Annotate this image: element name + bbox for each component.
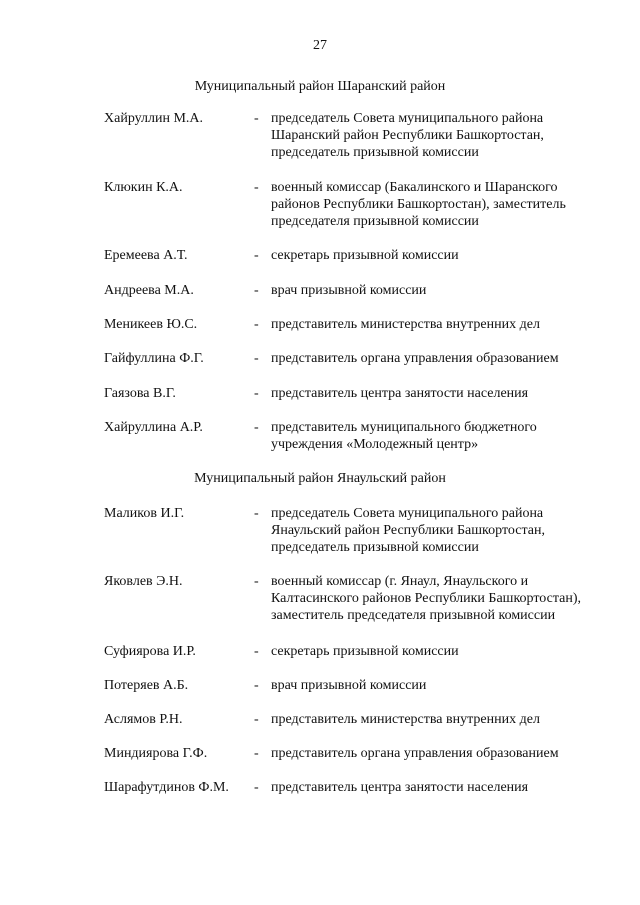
role-line: учреждения «Молодежный центр» xyxy=(271,437,479,452)
member-role xyxy=(271,110,601,161)
member-name: Маликов И.Г. xyxy=(104,506,185,521)
member-role xyxy=(271,711,601,728)
section-title-yanaulsky: Муниципальный район Янаульский район xyxy=(194,471,446,486)
member-role xyxy=(271,282,601,299)
member-name: Яковлев Э.Н. xyxy=(104,574,183,589)
dash-separator: - xyxy=(254,283,259,298)
member-role xyxy=(271,677,601,694)
member-role xyxy=(271,350,601,367)
member-name: Потеряев А.Б. xyxy=(104,678,189,693)
role-line: председатель Совета муниципального района xyxy=(271,506,544,521)
member-role xyxy=(271,745,601,762)
member-name: Хайруллин М.А. xyxy=(104,111,204,126)
role-line: председатель призывной комиссии xyxy=(271,540,479,555)
dash-separator: - xyxy=(254,111,259,126)
dash-separator: - xyxy=(254,351,259,366)
dash-separator: - xyxy=(254,780,259,795)
role-line: районов Республики Башкортостан), заместитель xyxy=(271,197,566,212)
member-role xyxy=(271,573,601,624)
member-name: Миндиярова Г.Ф. xyxy=(104,746,208,761)
role-line: представитель министерства внутренних дел xyxy=(271,712,540,727)
dash-separator: - xyxy=(254,574,259,589)
role-line: Шаранский район Республики Башкортостан, xyxy=(271,128,544,143)
member-name: Суфиярова И.Р. xyxy=(104,644,196,659)
role-line: врач призывной комиссии xyxy=(271,678,427,693)
member-name: Еремеева А.Т. xyxy=(104,248,188,263)
member-role xyxy=(271,643,601,660)
member-name: Шарафутдинов Ф.М. xyxy=(104,780,229,795)
dash-separator: - xyxy=(254,678,259,693)
role-line: представитель министерства внутренних дел xyxy=(271,317,540,332)
member-name: Андреева М.А. xyxy=(104,283,194,298)
member-role xyxy=(271,316,601,333)
role-line: секретарь призывной комиссии xyxy=(271,644,459,659)
role-line: представитель органа управления образованием xyxy=(271,351,559,366)
role-line: врач призывной комиссии xyxy=(271,283,427,298)
role-line: Калтасинского районов Республики Башкортостан), xyxy=(271,591,582,606)
page-number: 27 xyxy=(313,38,327,53)
member-role xyxy=(271,779,601,796)
role-line: Янаульский район Республики Башкортостан, xyxy=(271,523,545,538)
role-line: представитель муниципального бюджетного xyxy=(271,420,537,435)
role-line: секретарь призывной комиссии xyxy=(271,248,459,263)
member-name: Гаязова В.Г. xyxy=(104,386,176,401)
member-role xyxy=(271,247,601,264)
member-role xyxy=(271,179,601,230)
role-line: военный комиссар (Бакалинского и Шаранского xyxy=(271,180,558,195)
section-title-sharansky: Муниципальный район Шаранский район xyxy=(194,79,446,94)
member-role xyxy=(271,505,601,556)
member-name: Меникеев Ю.С. xyxy=(104,317,198,332)
member-name: Хайруллина А.Р. xyxy=(104,420,203,435)
role-line: военный комиссар (г. Янаул, Янаульского и xyxy=(271,574,529,589)
dash-separator: - xyxy=(254,712,259,727)
role-line: заместитель председателя призывной комиссии xyxy=(271,608,556,623)
role-line: представитель центра занятости населения xyxy=(271,780,529,795)
dash-separator: - xyxy=(254,644,259,659)
dash-separator: - xyxy=(254,506,259,521)
dash-separator: - xyxy=(254,420,259,435)
dash-separator: - xyxy=(254,248,259,263)
member-name: Гайфуллина Ф.Г. xyxy=(104,351,204,366)
member-role xyxy=(271,385,601,402)
member-role xyxy=(271,419,601,453)
member-name: Клюкин К.А. xyxy=(104,180,183,195)
dash-separator: - xyxy=(254,746,259,761)
role-line: председатель призывной комиссии xyxy=(271,145,479,160)
role-line: представитель центра занятости населения xyxy=(271,386,529,401)
dash-separator: - xyxy=(254,180,259,195)
role-line: представитель органа управления образованием xyxy=(271,746,559,761)
role-line: председатель Совета муниципального района xyxy=(271,111,544,126)
member-name: Аслямов Р.Н. xyxy=(104,712,183,727)
role-line: председателя призывной комиссии xyxy=(271,214,479,229)
dash-separator: - xyxy=(254,386,259,401)
dash-separator: - xyxy=(254,317,259,332)
